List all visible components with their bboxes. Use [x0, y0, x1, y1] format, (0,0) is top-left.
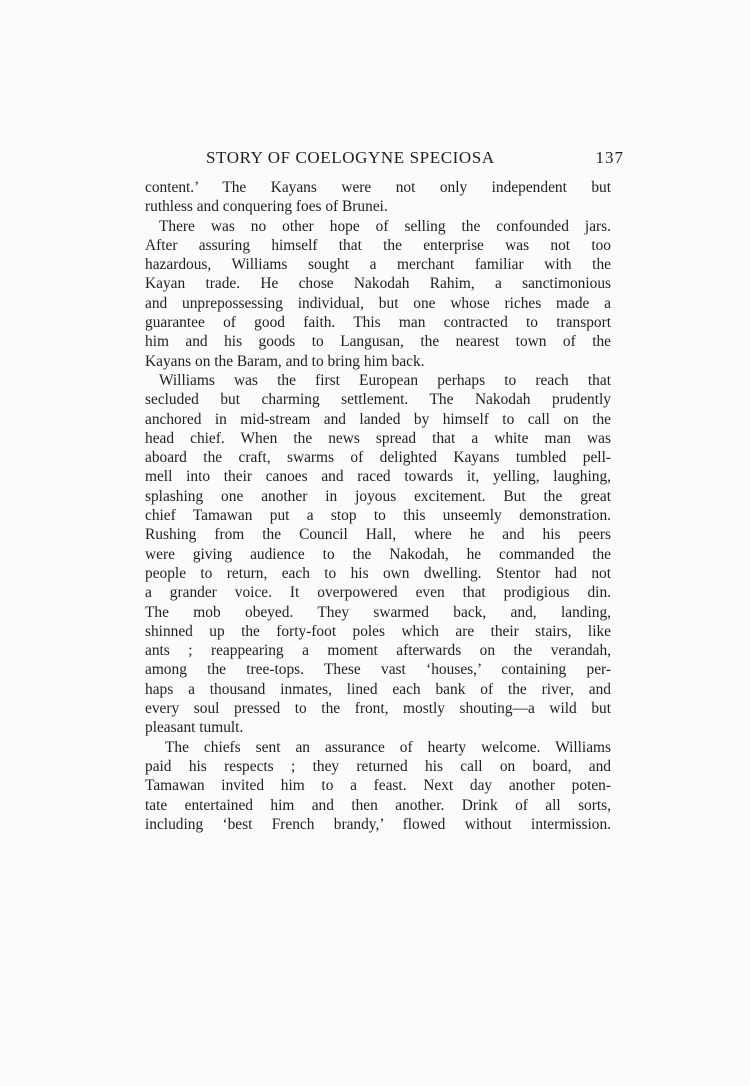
text-line: and unprepossessing individual, but one whose riches made a — [145, 294, 611, 312]
text-line: among the tree-tops. These vast ‘houses,’ containing per- — [145, 661, 611, 679]
text-line: The chiefs sent an assurance of hearty welcome. Williams — [165, 738, 611, 756]
running-head — [206, 146, 624, 170]
text-line: paid his respects ; they returned his call on board, and — [145, 757, 611, 775]
text-line: aboard the craft, swarms of delighted Kayans tumbled pell- — [145, 449, 611, 467]
running-head-title: STORY OF COELOGYNE SPECIOSA — [206, 148, 495, 167]
text-line: were giving audience to the Nakodah, he commanded the — [145, 545, 611, 563]
text-line: content.’ The Kayans were not only independent but — [145, 179, 611, 196]
text-line: a grander voice. It overpowered even that prodigious din. — [145, 584, 611, 602]
text-line: Tamawan invited him to a feast. Next day another poten- — [145, 777, 611, 795]
text-line: Rushing from the Council Hall, where he and his peers — [145, 526, 611, 544]
body-text — [145, 178, 611, 834]
text-line: guarantee of good faith. This man contracted to transport — [145, 314, 611, 332]
text-line: secluded but charming settlement. The Nakodah prudently — [145, 391, 611, 409]
text-line: After assuring himself that the enterprise was not too — [145, 236, 611, 254]
text-line: tate entertained him and then another. Drink of all sorts, — [145, 796, 611, 814]
text-line: ants ; reappearing a moment afterwards on the verandah, — [145, 642, 611, 660]
text-line: anchored in mid-stream and landed by himself to call on the — [145, 410, 611, 428]
text-line: shinned up the forty-foot poles which are their stairs, like — [145, 622, 611, 640]
text-line: people to return, each to his own dwelling. Stentor had not — [145, 564, 611, 582]
text-line: chief Tamawan put a stop to this unseemly demonstration. — [145, 507, 611, 525]
text-line: Kayan trade. He chose Nakodah Rahim, a sanctimonious — [145, 275, 611, 293]
text-line: splashing one another in joyous excitement. But the great — [145, 487, 611, 505]
text-line: There was no other hope of selling the confounded jars. — [159, 217, 611, 235]
text-line: pleasant tumult. — [145, 719, 244, 737]
text-line: ruthless and conquering foes of Brunei. — [145, 198, 388, 216]
text-line: every soul pressed to the front, mostly shouting—a wild but — [145, 700, 611, 718]
text-line: haps a thousand inmates, lined each bank of the river, and — [145, 680, 611, 698]
text-line: him and his goods to Langusan, the nearest town of the — [145, 333, 611, 351]
text-line: The mob obeyed. They swarmed back, and, landing, — [145, 603, 611, 621]
text-line: Williams was the first European perhaps to reach that — [159, 371, 611, 389]
page-number: 137 — [595, 148, 624, 167]
text-line: including ‘best French brandy,’ flowed without intermission. — [145, 815, 611, 833]
text-line: head chief. When the news spread that a white man was — [145, 429, 611, 447]
text-line: mell into their canoes and raced towards it, yelling, laughing, — [145, 468, 611, 486]
text-line: hazardous, Williams sought a merchant familiar with the — [145, 256, 611, 274]
text-line: Kayans on the Baram, and to bring him back. — [145, 352, 425, 370]
